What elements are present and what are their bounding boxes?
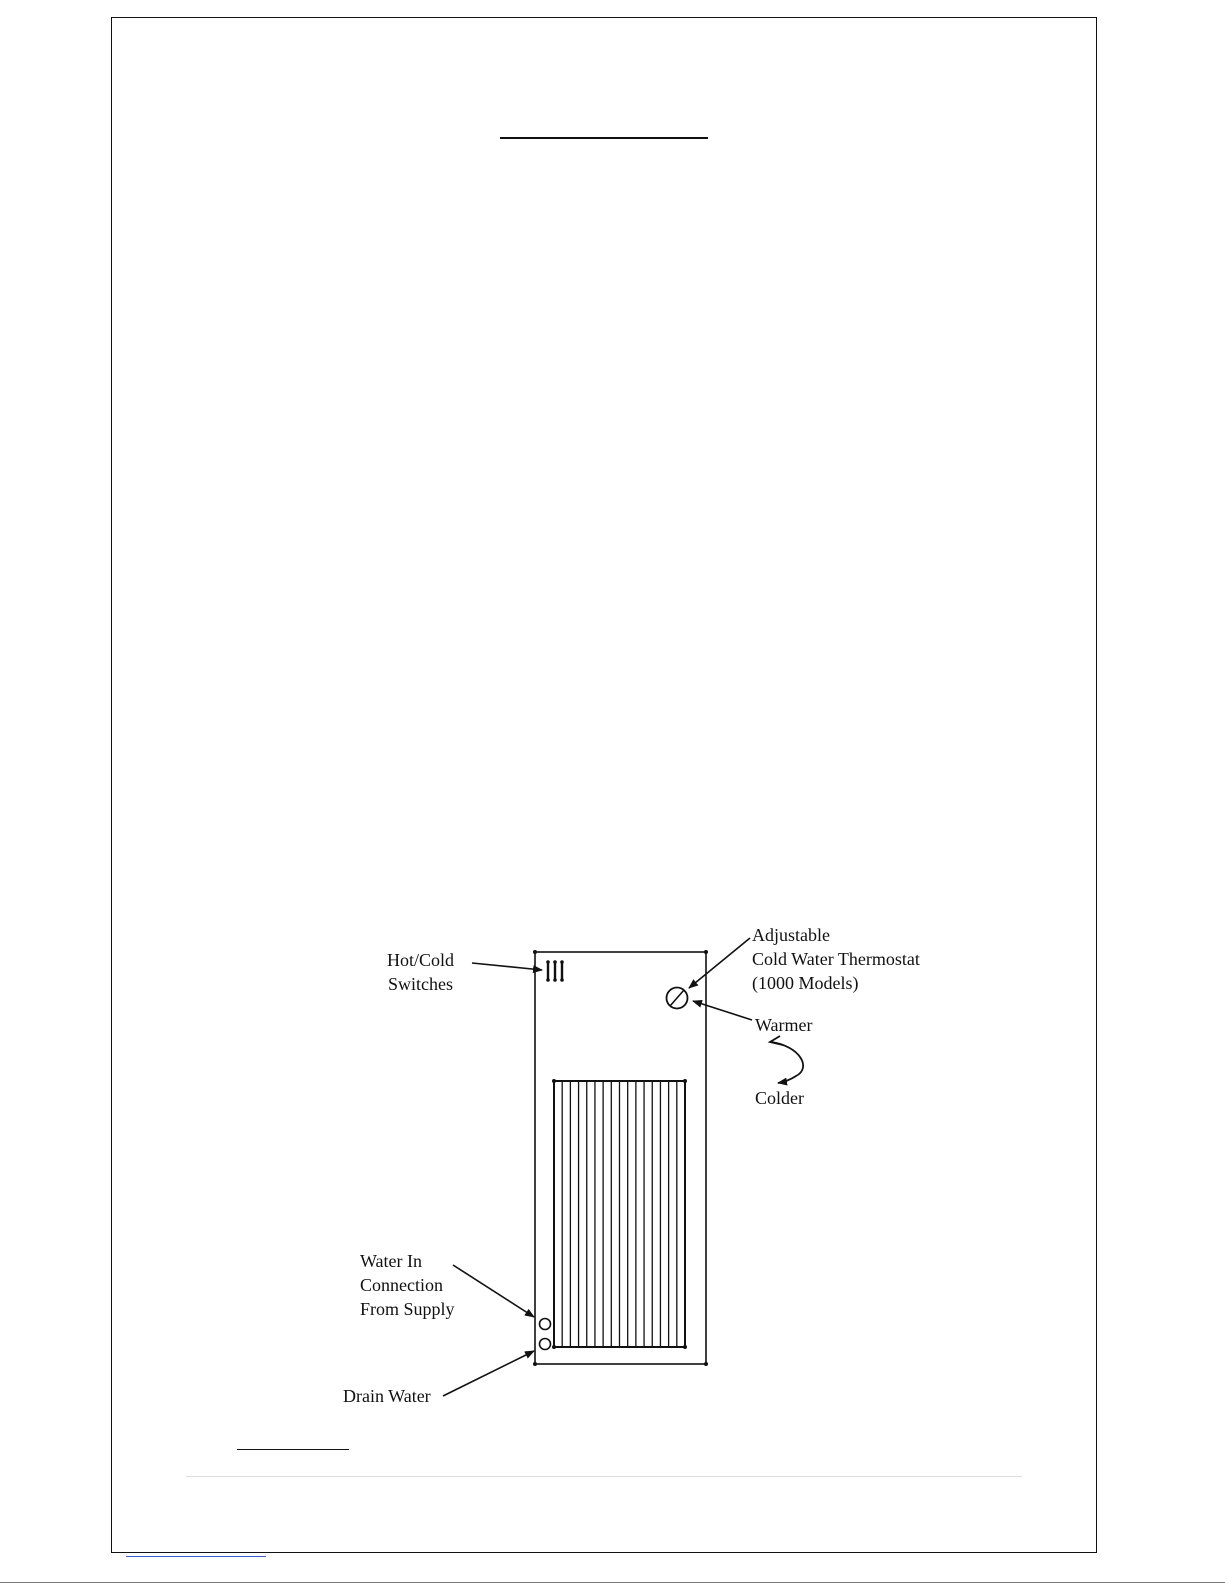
water-in-label-line1: Water In xyxy=(360,1251,423,1271)
footer-underline xyxy=(237,1449,349,1450)
switches-label: Switches xyxy=(388,974,453,994)
cabinet-corner-dots xyxy=(533,950,708,1366)
warmer-label: Warmer xyxy=(755,1015,813,1035)
water-in-arrow xyxy=(453,1265,534,1317)
switches-arrow xyxy=(472,963,542,970)
drain-water-label: Drain Water xyxy=(343,1386,431,1406)
thermostat-arrow xyxy=(689,938,750,988)
water-in-label-line3: From Supply xyxy=(360,1299,455,1319)
footer-divider xyxy=(186,1476,1022,1477)
thermostat-label-line2: Cold Water Thermostat xyxy=(752,949,920,969)
colder-label: Colder xyxy=(755,1088,804,1108)
thermostat-label-line3: (1000 Models) xyxy=(752,973,859,993)
thermostat-label-line1: Adjustable xyxy=(752,925,830,945)
cabinet-outline xyxy=(535,952,706,1364)
rotation-arrow-icon xyxy=(771,1042,803,1083)
water-in-label-line2: Connection xyxy=(360,1275,443,1295)
hot-cold-switches-icon xyxy=(548,962,562,980)
water-in-port-icon xyxy=(540,1319,551,1330)
bottom-edge-line xyxy=(0,1582,1225,1583)
drain-arrow xyxy=(443,1351,534,1396)
warmer-arrow xyxy=(693,1001,752,1020)
thermostat-knob-icon xyxy=(667,988,688,1009)
bottom-link-underline xyxy=(126,1556,266,1557)
hot-cold-label: Hot/Cold xyxy=(387,950,455,970)
condenser-coil-grille xyxy=(552,1079,687,1349)
drain-port-icon xyxy=(540,1339,551,1350)
